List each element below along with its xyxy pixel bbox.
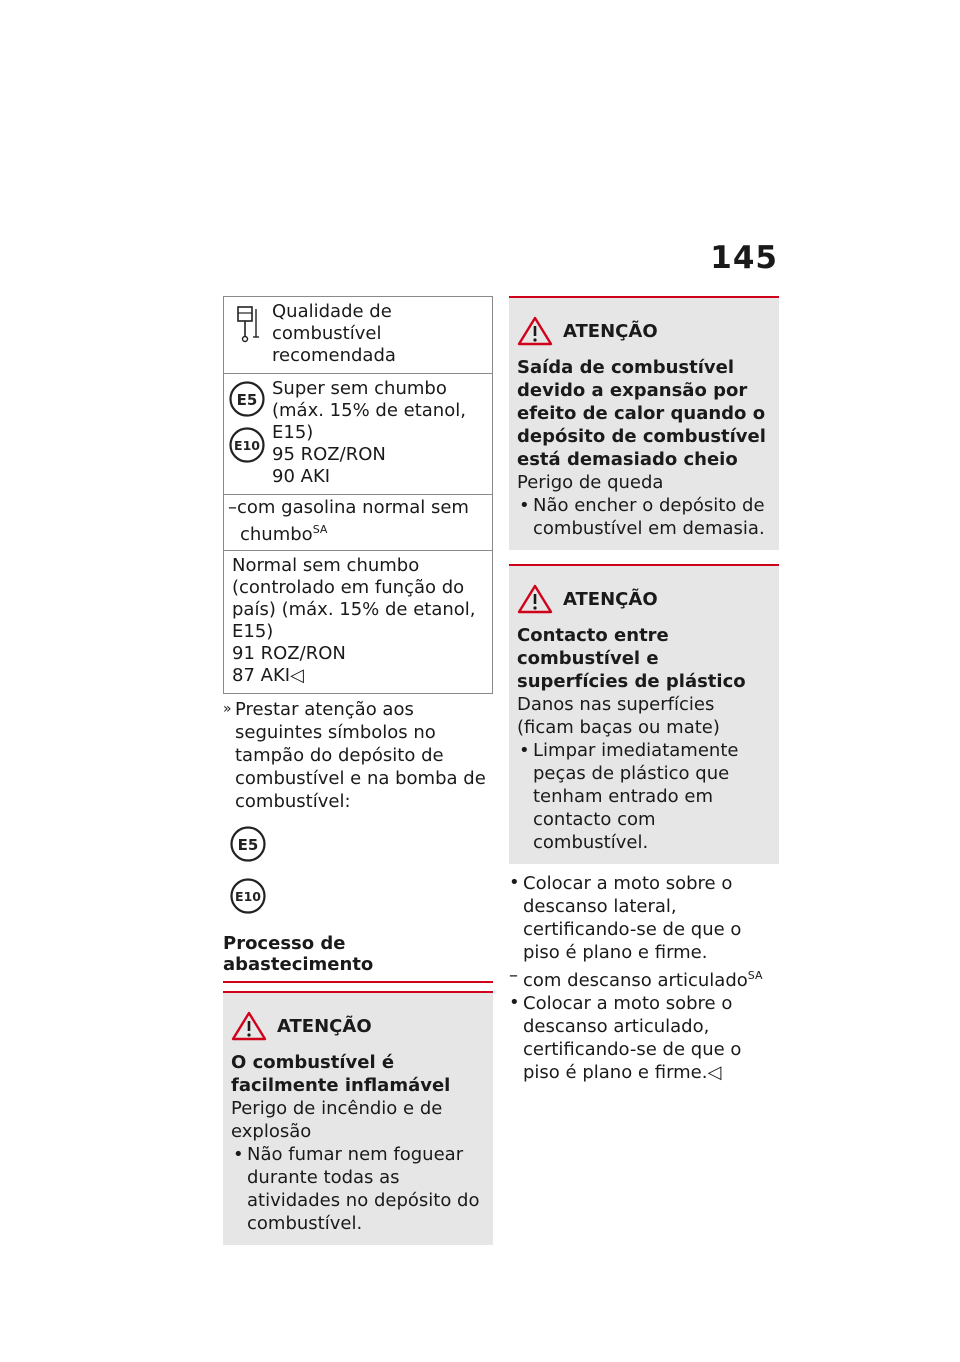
table-row (224, 374, 492, 495)
e10-badge-label: E10 (235, 889, 261, 904)
fuel-ron: 95 ROZ/RON (272, 444, 386, 465)
warning-triangle-icon (517, 584, 553, 614)
option-item: – com descanso articulado$^{SA}$ (509, 965, 763, 991)
table-row: –com gasolina normal sem chumbo$^{SA}$ (224, 495, 492, 551)
fuel-aki: 90 AKI (272, 466, 331, 487)
option-superscript: SA (747, 969, 763, 982)
warning-text: Perigo de queda (517, 472, 664, 493)
option-superscript: SA (312, 523, 328, 536)
right-column (509, 296, 779, 1084)
section-title: Processo de abastecimento (223, 933, 493, 983)
instruction-item: » Prestar atenção aos seguintes símbolos no tampão do depósito de combustível e na bomba de combustível: (223, 699, 486, 812)
warning-box (509, 296, 779, 550)
warning-title: Contacto entre combustível e superfícies de plástico (517, 625, 746, 692)
list-item: • Limpar imediatamente peças de plástico que tenham entrado em contacto com combustível. (519, 740, 739, 853)
warning-label: ATENÇÃO (563, 320, 658, 342)
e10-badge-icon (228, 426, 266, 464)
fuel-description: Super sem chumbo (máx. 15% de etanol, E15) (272, 378, 466, 443)
fuel-quality-table (223, 296, 493, 694)
warning-text: Danos nas superfícies (ficam baças ou mate) (517, 694, 720, 738)
warning-box (509, 564, 779, 864)
svg-text:E10: E10 (234, 438, 260, 453)
warning-triangle-icon (231, 1011, 267, 1041)
warning-label: ATENÇÃO (277, 1015, 372, 1037)
list-item: • Não encher o depósito de combustível em demasia. (519, 495, 765, 539)
warning-triangle-icon (517, 316, 553, 346)
table-row (224, 551, 492, 693)
step-item: • Colocar a moto sobre o descanso articulado, certificando-se de que o piso é plano e firme.◁ (509, 992, 742, 1083)
table-header: Qualidade de combustível recomendada (272, 301, 396, 366)
warning-text: Perigo de incêndio e de explosão (231, 1098, 443, 1142)
table-header-row (224, 297, 492, 374)
list-item: • Não fumar nem foguear durante todas as atividades no depósito do combustível. (233, 1144, 480, 1234)
fuel-description: Normal sem chumbo (controlado em função do país) (máx. 15% de etanol, E15) (232, 555, 476, 642)
warning-label: ATENÇÃO (563, 588, 658, 610)
svg-text:E5: E5 (236, 391, 258, 409)
option-label: com gasolina normal sem chumbo (237, 497, 469, 545)
warning-title: Saída de combustível devido a expansão por efeito de calor quando o depósito de combustível está demasiado cheio (517, 357, 766, 470)
warning-box (223, 991, 493, 1245)
fuel-aki: 87 AKI◁ (232, 665, 304, 686)
e5-badge-icon (228, 380, 266, 418)
e5-badge-label: E5 (237, 836, 259, 854)
fuel-ron: 91 ROZ/RON (232, 643, 346, 664)
page-number: 145 (710, 240, 778, 276)
double-chevron-icon: » (223, 701, 232, 717)
fuel-badges (229, 825, 493, 919)
fuel-pump-icon (224, 297, 270, 373)
step-item: • Colocar a moto sobre o descanso lateral, certificando-se de que o piso é plano e firme. (509, 872, 742, 963)
warning-title: O combustível é facilmente inflamável (231, 1052, 451, 1096)
left-column (223, 296, 493, 1245)
